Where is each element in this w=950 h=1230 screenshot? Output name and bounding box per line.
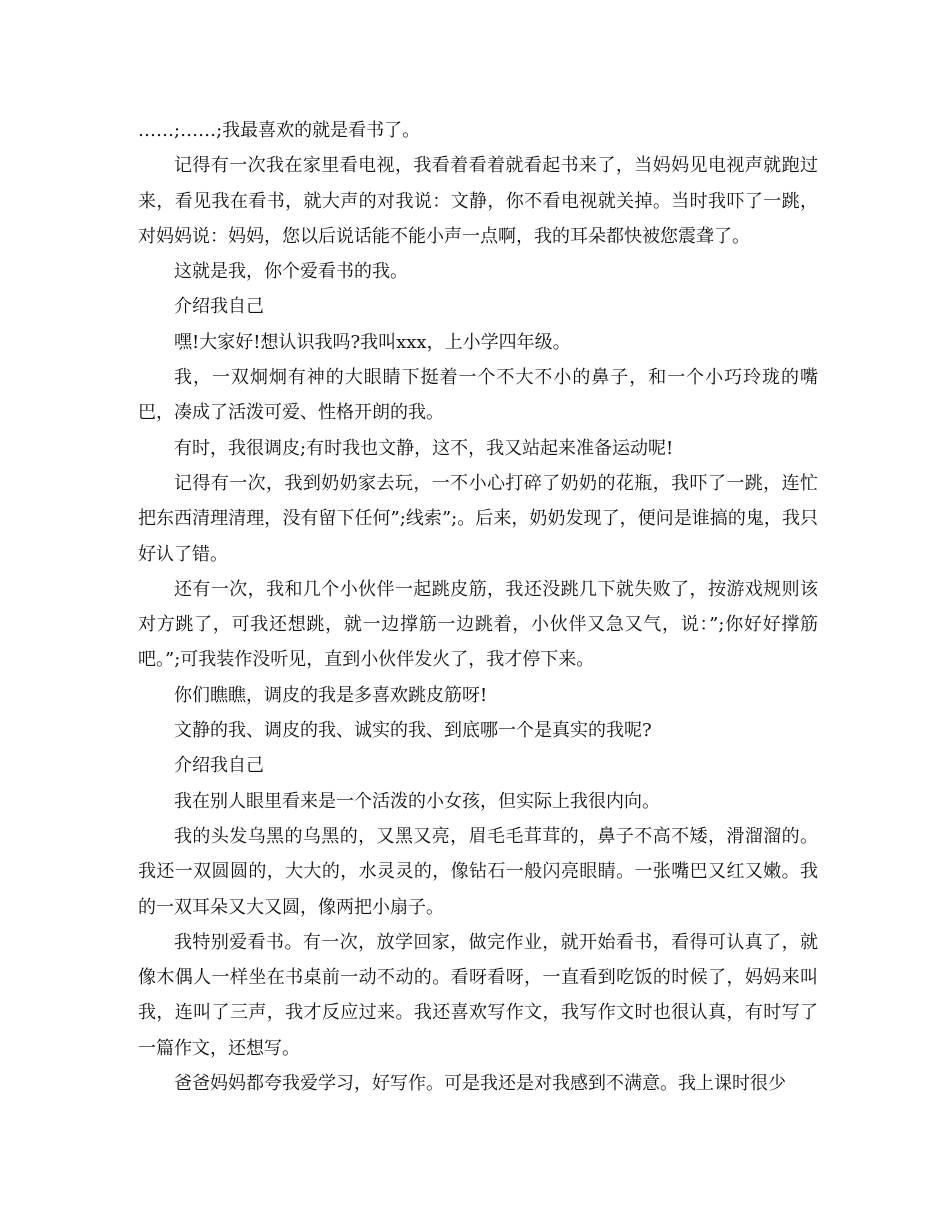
paragraph: 我在别人眼里看来是一个活泼的小女孩，但实际上我很内向。 <box>174 790 660 812</box>
paragraph: 你们瞧瞧，调皮的我是多喜欢跳皮筋呀! <box>174 684 488 706</box>
paragraph: 这就是我，你个爱看书的我。 <box>174 261 408 283</box>
section-heading: 介绍我自己 <box>174 755 264 777</box>
paragraph: 我，一双炯炯有神的大眼睛下挺着一个不大不小的鼻子，和一个小巧玲珑的嘴巴，凑成了活泼可爱、性格开朗的我。 <box>138 367 818 424</box>
paragraph: 文静的我、调皮的我、诚实的我、到底哪一个是真实的我呢? <box>174 720 652 742</box>
document-body <box>138 113 818 1101</box>
paragraph: 我特别爱看书。有一次，放学回家，做完作业，就开始看书，看得可认真了，就像木偶人一样坐在书桌前一动不动的。看呀看呀，一直看到吃饭的时候了，妈妈来叫我，连叫了三声，我才反应过来。我还喜欢写作文，我写作文时也很认真，有时写了一篇作文，还想写。 <box>138 931 818 1059</box>
paragraph: ……;……;我最喜欢的就是看书了。 <box>138 120 421 141</box>
paragraph: 还有一次，我和几个小伙伴一起跳皮筋，我还没跳几下就失败了，按游戏规则该对方跳了，可我还想跳，就一边撑筋一边跳着，小伙伴又急又气，说：”;你好好撑筋吧。”;可我装作没听见，直到小伙伴发火了，我才停下来。 <box>138 578 818 671</box>
paragraph: 记得有一次，我到奶奶家去玩，一不小心打碎了奶奶的花瓶，我吓了一跳，连忙把东西清理清理，没有留下任何”;线索”;。后来，奶奶发现了，便问是谁搞的鬼，我只好认了错。 <box>138 472 818 565</box>
paragraph: 我的头发乌黑的乌黑的，又黑又亮，眉毛毛茸茸的，鼻子不高不矮，滑溜溜的。我还一双圆圆的，大大的，水灵灵的，像钻石一般闪亮眼睛。一张嘴巴又红又嫩。我的一双耳朵又大又圆，像两把小扇子。 <box>138 825 818 918</box>
paragraph: 爸爸妈妈都夸我爱学习，好写作。可是我还是对我感到不满意。我上课时很少 <box>174 1073 786 1095</box>
paragraph: 记得有一次我在家里看电视，我看着看着就看起书来了，当妈妈见电视声就跑过来，看见我在看书，就大声的对我说：文静，你不看电视就关掉。当时我吓了一跳，对妈妈说：妈妈，您以后说话能不能小声一点啊，我的耳朵都快被您震聋了。 <box>138 155 818 247</box>
section-heading: 介绍我自己 <box>174 296 264 318</box>
paragraph: 嘿!大家好!想认识我吗?我叫xxx，上小学四年级。 <box>174 331 571 353</box>
paragraph: 有时，我很调皮;有时我也文静，这不，我又站起来准备运动呢! <box>174 437 674 459</box>
